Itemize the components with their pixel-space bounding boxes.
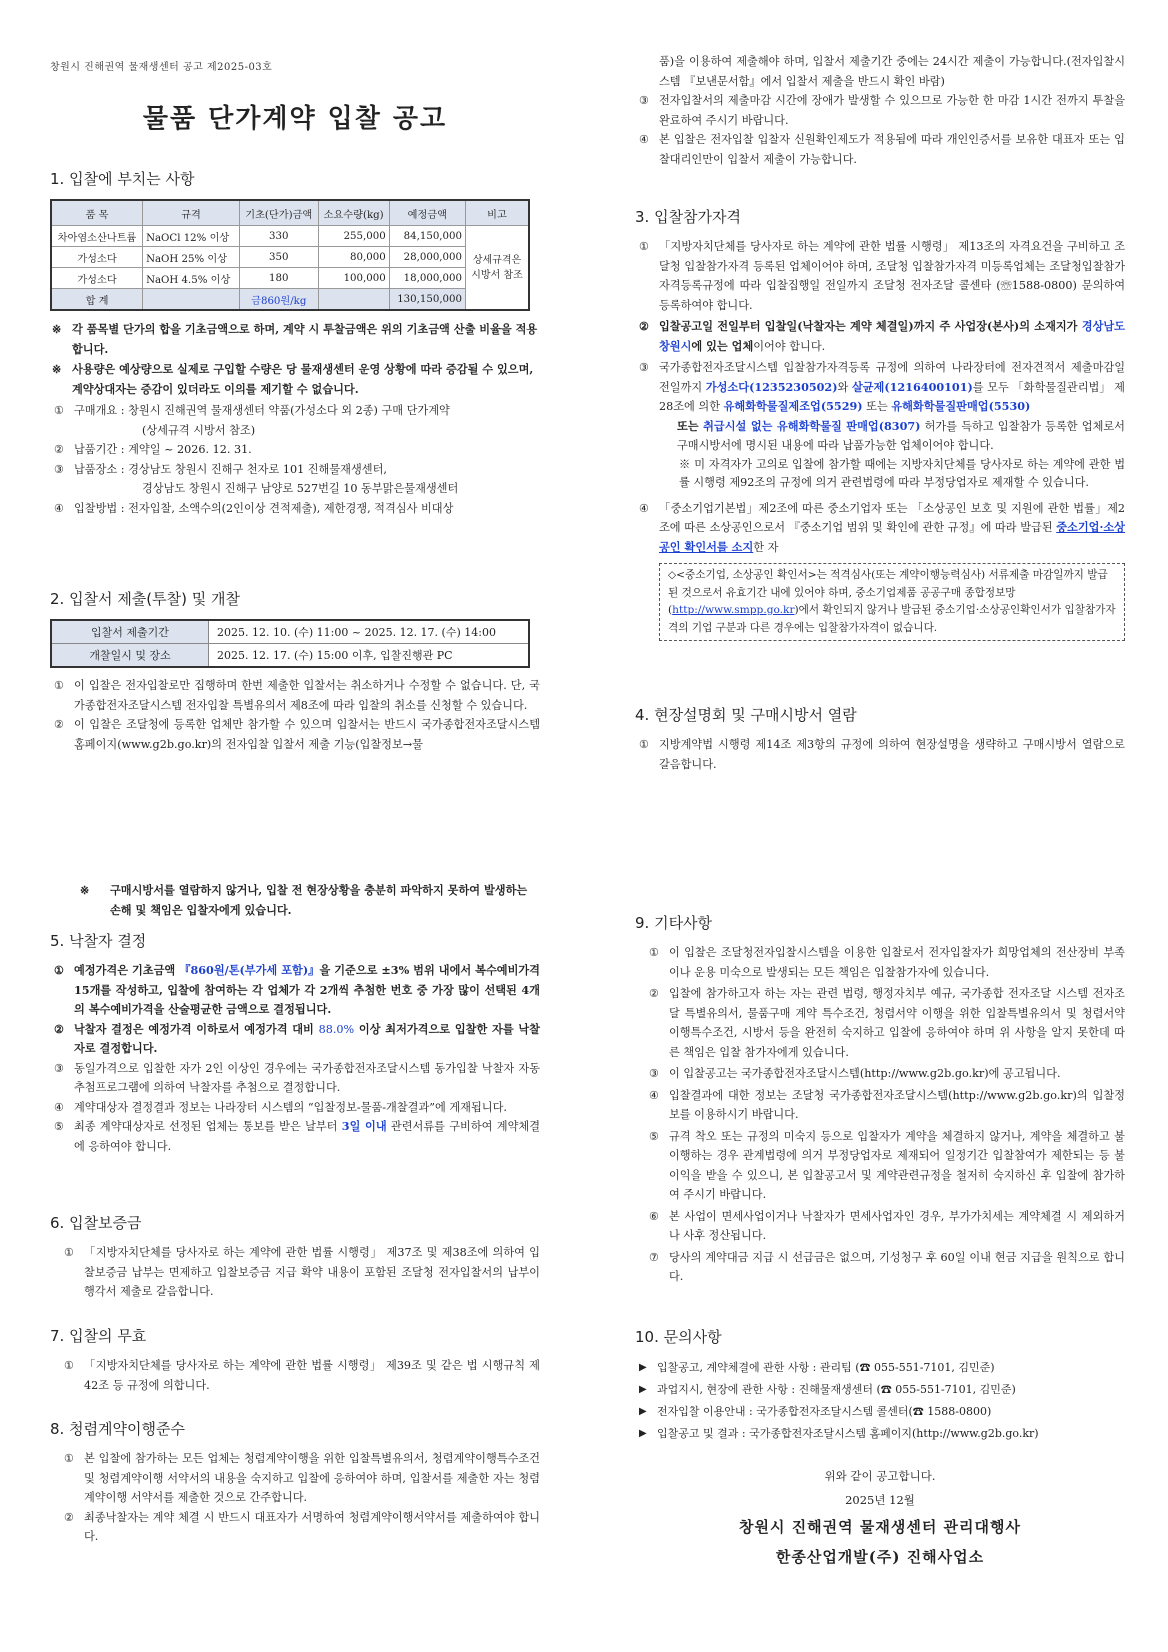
item-text: 입찰결과에 대한 정보는 조달청 국가종합전자조달시스템(http://www.g2b.go.kr)의 입찰정보를 이용하시기 바랍니다. <box>669 1088 1125 1121</box>
cell-total-amount: 130,150,000 <box>389 289 465 311</box>
triangle-bullet-icon: ▶ <box>639 1406 647 1417</box>
item-text: 이상 최저가격으로 입찰한 자를 낙찰자로 결정합니다. <box>74 1021 540 1055</box>
table-row <box>51 620 529 644</box>
smpp-link[interactable]: http://www.smpp.go.kr <box>672 604 795 616</box>
section-3 <box>635 206 1125 641</box>
item-text: 본 입찰에 참가하는 모든 업체는 청렴계약이행을 위한 입찰특별유의서, 청렴계약이행특수조건 및 청렴계약이행 서약서의 내용을 숙지하고 입찰에 응하여야 하며, 입찰서를 제출한 자는 청렴계약이행 서약서를 제출한 것으로 간주합니다. <box>84 1452 540 1504</box>
item-text: 입찰에 참가하고자 하는 자는 관련 법령, 행정자치부 예규, 국가종합 전자조달 시스템 전자조달 특별유의서, 물품구매 계약 특수조건, 청렴서약 이행을 위한 입찰특별유의서 및 청렴서약 이행특수조건, 시방서 등을 완전히 숙지하고 입찰에 응하여야 하며 위 사항을 알지 못한데 따른 책임은 입찰 참가자에게 있습니다. <box>669 987 1125 1059</box>
cell-remark: 상세규격은 시방서 참조 <box>466 226 530 311</box>
cell-amount: 28,000,000 <box>389 247 465 268</box>
item-text: 「지방자치단체를 당사자로 하는 계약에 관한 법률 시행령」 제39조 및 같은 법 시행규칙 제42조 등 규정에 의합니다. <box>84 1359 540 1392</box>
cell-spec: NaOH 25% 이상 <box>143 247 240 268</box>
item-text: 에 있는 업체 <box>691 338 754 353</box>
table-total-row <box>51 289 529 311</box>
item-text: 이 입찰은 조달청전자입찰시스템을 이용한 입찰로서 전자입찰자가 희망업체의 전산장비 부족이나 운용 미숙으로 발생되는 모든 책임은 입찰참가자에 있습니다. <box>669 946 1125 979</box>
reference-mark: ※ <box>80 883 90 897</box>
section-2-continued <box>635 52 1125 169</box>
note-2 <box>50 359 540 399</box>
note-1 <box>50 319 540 359</box>
cell-qty: 255,000 <box>318 226 389 247</box>
item-text: 본 입찰은 전자입찰 입찰자 신원확인제도가 적용됨에 따라 개인인증서를 보유한 대표자 또는 입찰대리인만이 입찰서 제출이 가능합니다. <box>659 133 1125 166</box>
list-item <box>50 479 540 499</box>
contact-list <box>635 1357 1125 1445</box>
section-7 <box>50 1325 540 1395</box>
item-text: 최종 계약대상자로 선정된 업체는 통보를 받은 날부터 <box>74 1120 342 1133</box>
highlight-text: 가성소다(1235230502) <box>705 379 838 394</box>
highlight-text: 88.0% <box>318 1022 355 1036</box>
item-text: 낙찰자 결정은 예정가격 이하로서 예정가격 대비 <box>74 1021 319 1036</box>
cell-amount: 18,000,000 <box>389 268 465 289</box>
highlight-text: 취급시설 없는 유해화학물질 판매업(8307) <box>703 418 921 433</box>
item-text: 납품장소 : 경상남도 창원시 진해구 천자로 101 진해물재생센터, <box>74 462 387 476</box>
schedule-value: 2025. 12. 10. (수) 11:00 ~ 2025. 12. 17. (수) 14:00 <box>209 620 530 644</box>
item-text: 입찰공고, 계약체결에 관한 사항 : 관리팀 (☎ 055-551-7101, 김민준) <box>657 1361 995 1374</box>
list-item: ② 납품기간 : 계약일 ~ 2026. 12. 31. <box>54 443 252 456</box>
section-9 <box>635 912 1125 1287</box>
left-column-top <box>50 58 540 73</box>
cell-amount: 84,150,000 <box>389 226 465 247</box>
closing-org-2: 한종산업개발(주) 진해사업소 <box>775 1548 985 1566</box>
highlight-text: 중소기업·소상공인 확인서를 소지 <box>659 520 1125 554</box>
title-wrap <box>50 98 540 135</box>
section-5-heading: 5. 낙찰자 결정 <box>50 932 147 950</box>
cell-item: 가성소다 <box>51 247 143 268</box>
cell-base: 330 <box>239 226 318 247</box>
closing-date: 2025년 12월 <box>845 1493 915 1507</box>
cell-spec: NaOCl 12% 이상 <box>143 226 240 247</box>
list-item: ⑥ 본 사업이 면세사업이거나 낙찰자가 면세사업자인 경우, 부가가치세는 계약체결 시 제외하거나 사후 정산됩니다. <box>649 1209 1125 1242</box>
cell-total-unit: 금860원/kg <box>239 289 318 311</box>
section-4-heading: 4. 현장설명회 및 구매시방서 열람 <box>635 706 857 724</box>
items-table-header <box>51 200 529 226</box>
list-item: ① 「지방자치단체를 당사자로 하는 계약에 관한 법률 시행령」 제39조 및 같은 법 시행규칙 제42조 등 규정에 의합니다. <box>64 1359 540 1392</box>
triangle-bullet-icon: ▶ <box>639 1384 647 1395</box>
item-text: 또는 <box>677 418 704 433</box>
list-item: ① 「지방자치단체를 당사자로 하는 계약에 관한 법률 시행령」 제37조 및 제38조에 의하여 입찰보증금 납부는 면제하고 입찰보증금 지급 확약 내용이 포함된 조달청 전자입찰서의 납부이행각서 제출로 갈음합니다. <box>64 1246 540 1298</box>
list-item-continued <box>635 417 1125 456</box>
list-item: ⑤ 규격 착오 또는 규정의 미숙지 등으로 입찰자가 계약을 체결하지 않거나, 계약을 체결하고 불이행하는 경우 관계법령에 의거 부정당업자로 제재되어 일정기간 입찰참여가 제한되는 등 불이익을 받을 수 있으니, 본 입찰공고서 및 계약관련규정을 철저히 숙지하신 후 입찰에 참가하여 주시기 바랍니다. <box>649 1129 1125 1201</box>
table-row <box>51 226 529 247</box>
table-row <box>51 644 529 668</box>
reference-mark: ※ <box>52 362 62 376</box>
list-item: ① 「지방자치단체를 당사자로 하는 계약에 관한 법률 시행령」 제13조의 자격요건을 구비하고 조달청 입찰참가자격 등록된 업체이어야 하며, 조달청 입찰참가자격 미등록업체는 조달청입찰참가자격등록규정에 따라 입찰집행일 전일까지 조달청 전자조달 콜센타 (☏1588-0800) 문의하여 등록하여야 합니다. <box>639 240 1125 312</box>
item-text: 지방계약법 시행령 제14조 제3항의 규정에 의하여 현장설명을 생략하고 구매시방서 열람으로 갈음합니다. <box>659 738 1125 771</box>
item-text: 이 입찰은 조달청에 등록한 업체만 참가할 수 있으며 입찰서는 반드시 국가종합전자조달시스템 홈페이지(www.g2b.go.kr)의 전자입찰 입찰서 제출 기능(입찰정보→물 <box>74 718 540 751</box>
list-item <box>635 1423 1125 1445</box>
cell-total-label: 합 계 <box>51 289 143 311</box>
item-text: 본 사업이 면세사업이거나 낙찰자가 면세사업자인 경우, 부가가치세는 계약체결 시 제외하거나 사후 정산됩니다. <box>669 1209 1125 1242</box>
section-4-note <box>50 880 540 920</box>
item-text: 국가종합전자조달시스템 입찰참가자격등록 규정에 의하여 나라장터에 전자견적서 제출마감일 전일까지 <box>659 361 1125 394</box>
closing-line: 위와 같이 공고합니다. <box>824 1469 936 1483</box>
cell-item: 가성소다 <box>51 268 143 289</box>
list-item: ③ 동일가격으로 입찰한 자가 2인 이상인 경우에는 국가종합전자조달시스템 동가입찰 낙찰자 자동추첨프로그램에 의하여 낙찰자를 추첨으로 결정합니다. <box>54 1061 540 1094</box>
item-text: 계약대상자 결정결과 정보는 나라장터 시스템의 “입찰정보-물품-개찰결과”에 게재됩니다. <box>74 1100 507 1114</box>
section-2 <box>50 588 540 754</box>
cell-spec: NaOH 4.5% 이상 <box>143 268 240 289</box>
list-item-continued <box>635 52 1125 91</box>
section-7-items <box>50 1356 540 1395</box>
cell-qty: 80,000 <box>318 247 389 268</box>
list-item: ④ 본 입찰은 전자입찰 입찰자 신원확인제도가 적용됨에 따라 개인인증서를 보유한 대표자 또는 입찰대리인만이 입찰서 제출이 가능합니다. <box>639 133 1125 166</box>
note-1-text: 각 품목별 단가의 합을 기초금액으로 하며, 계약 시 투찰금액은 위의 기초금액 산출 비율을 적용합니다. <box>72 322 538 356</box>
item-text: 당사의 계약대금 지급 시 선급금은 없으며, 기성청구 후 60일 이내 현금 지급을 원칙으로 합니다. <box>669 1250 1125 1283</box>
schedule-value: 2025. 12. 17. (수) 15:00 이후, 입찰진행관 PC <box>209 644 530 668</box>
schedule-table <box>50 619 530 668</box>
th-item: 품 목 <box>51 200 143 226</box>
overview-items <box>50 401 540 518</box>
list-item: ① 구매개요 : 창원시 진해권역 물재생센터 약품(가성소다 외 2종) 구매 단가계약 <box>54 404 450 417</box>
list-item: ⑤ 최종 계약대상자로 선정된 업체는 통보를 받은 날부터 3일 이내 관련서류를 구비하여 계약체결에 응하여야 합니다. <box>54 1119 541 1153</box>
list-item-note <box>635 456 1125 493</box>
item-text: 예정가격은 기초금액 <box>74 963 180 977</box>
section-8-heading: 8. 청렴계약이행준수 <box>50 1420 186 1438</box>
item-text: 관련서류를 구비하여 계약체결에 응하여야 합니다. <box>74 1120 541 1153</box>
th-estimated: 예정금액 <box>389 200 465 226</box>
item-text: 품)을 이용하여 제출해야 하며, 입찰서 제출기간 중에는 24시간 제출이 가능합니다.(전자입찰시스템 『보낸문서함』에서 입찰서 제출을 반드시 확인 바람) <box>659 55 1125 88</box>
list-item: ⑦ 당사의 계약대금 지급 시 선급금은 없으며, 기성청구 후 60일 이내 현금 지급을 원칙으로 합니다. <box>649 1250 1125 1283</box>
list-item <box>50 421 540 441</box>
list-item: ③ 국가종합전자조달시스템 입찰참가자격등록 규정에 의하여 나라장터에 전자견적서 제출마감일 전일까지 가성소다(1235230502)와 살균제(1216400101)를 모두 「화학물질관리법」 제28조에 의한 유해화학물질제조업(5529) 또는 유해화학물질판매업(5530) <box>639 361 1125 413</box>
item-text: 이 입찰은 전자입찰로만 집행하며 한번 제출한 입찰서는 취소하거나 수정할 수 없습니다. 단, 국가종합전자조달시스템 전자입찰 특별유의서 제8조에 따라 입찰의 취소를 신청할 수 있습니다. <box>74 679 540 712</box>
item-text: 이 입찰공고는 국가종합전자조달시스템(http://www.g2b.go.kr)에 공고됩니다. <box>669 1067 1061 1080</box>
section-5 <box>50 930 540 1156</box>
cell-qty: 100,000 <box>318 268 389 289</box>
section-9-items <box>635 943 1125 1287</box>
note-2-text: 사용량은 예상량으로 실제로 구입할 수량은 당 물재생센터 운영 상황에 따라 증감될 수 있으며, 계약상대자는 증감이 있더라도 이의를 제기할 수 없습니다. <box>72 362 534 396</box>
item-text: 「지방자치단체를 당사자로 하는 계약에 관한 법률 시행령」 제37조 및 제38조에 의하여 입찰보증금 납부는 면제하고 입찰보증금 지급 확약 내용이 포함된 조달청 전자입찰서의 납부이행각서 제출로 갈음합니다. <box>84 1246 540 1298</box>
list-item: ④ 계약대상자 결정결과 정보는 나라장터 시스템의 “입찰정보-물품-개찰결과”에 게재됩니다. <box>54 1100 507 1114</box>
section-8 <box>50 1418 540 1547</box>
highlight-text: 『860원/톤(부가세 포함)』 <box>179 963 320 977</box>
sme-certificate-box <box>659 563 1125 641</box>
section-7-heading: 7. 입찰의 무효 <box>50 1327 147 1345</box>
section-10 <box>635 1326 1125 1445</box>
document-title: 물품 단가계약 입찰 공고 <box>142 104 448 134</box>
section-1 <box>50 168 540 518</box>
item-text: 경상남도 창원시 진해구 남양로 527번길 10 동부맑은물재생센터 <box>142 482 459 495</box>
th-base-price: 기초(단가)금액 <box>239 200 318 226</box>
item-text: 전자입찰 이용안내 : 국가종합전자조달시스템 콜센터(☎ 1588-0800) <box>657 1405 992 1418</box>
closing <box>635 1464 1125 1572</box>
item-text: 「지방자치단체를 당사자로 하는 계약에 관한 법률 시행령」 제13조의 자격요건을 구비하고 조달청 입찰참가자격 등록된 업체이어야 하며, 조달청 입찰참가자격 미등록업체는 조달청입찰참가자격등록규정에 따라 입찰집행일 전일까지 조달청 전자조달 콜센타 (☏1588-0800) 문의하여 등록하여야 합니다. <box>659 240 1125 312</box>
note-text: 구매시방서를 열람하지 않거나, 입찰 전 현장상황을 충분히 파악하지 못하여 발생하는 손해 및 책임은 입찰자에게 있습니다. <box>110 883 528 917</box>
cell-base: 180 <box>239 268 318 289</box>
list-item: ① 이 입찰은 조달청전자입찰시스템을 이용한 입찰로서 전자입찰자가 희망업체의 전산장비 부족이나 운용 미숙으로 발생되는 모든 책임은 입찰참가자에 있습니다. <box>649 946 1125 979</box>
list-item: ① 예정가격은 기초금액 『860원/톤(부가세 포함)』을 기준으로 ±3% 범위 내에서 복수예비가격 15개를 작성하고, 입찰에 참여하는 각 업체가 각 2개씩 추첨한 번호 중 가장 많이 선택된 4개의 복수예비가격을 산술평균한 금액으로 결정됩니다. <box>54 963 540 1016</box>
th-remark: 비고 <box>466 200 530 226</box>
section-2-items <box>50 676 540 754</box>
highlight-text: 유해화학물질판매업(5530) <box>891 399 1031 413</box>
item-text: 납품기간 : 계약일 ~ 2026. 12. 31. <box>74 443 252 456</box>
highlight-text: 경상남도 창원시 <box>659 319 1125 353</box>
list-item: ④ 입찰결과에 대한 정보는 조달청 국가종합전자조달시스템(http://www.g2b.go.kr)의 입찰정보를 이용하시기 바랍니다. <box>649 1088 1125 1121</box>
item-text: 입찰공고 및 결과 : 국가종합전자조달시스템 홈페이지(http://www.g2b.go.kr) <box>657 1427 1039 1440</box>
item-text: 를 모두 「화학물질관리법」 제28조에 의한 <box>659 380 1125 413</box>
list-item: ② 최종낙찰자는 계약 체결 시 반드시 대표자가 서명하여 청렴계약이행서약서를 제출하여야 합니다. <box>64 1510 540 1543</box>
section-4-items <box>635 735 1125 774</box>
section-5-items <box>50 961 540 1156</box>
note-inspection <box>50 880 540 920</box>
item-text: ※ 미 자격자가 고의로 입찰에 참가할 때에는 지방자치단체를 당사자로 하는 계약에 관한 법률 시행령 제92조의 규정에 의거 관련법령에 따라 부정당업자로 제재할 수 있습니다. <box>679 457 1125 489</box>
table-row <box>51 247 529 268</box>
item-text: 과업지시, 현장에 관한 사항 : 진해물재생센터 (☎ 055-551-7101, 김민준) <box>657 1383 1016 1396</box>
notice-number: 창원시 진해권역 물재생센터 공고 제2025-03호 <box>50 62 273 73</box>
item-text: 와 <box>837 380 852 394</box>
reference-mark: ※ <box>52 322 62 336</box>
item-text: (상세규격 시방서 참조) <box>142 423 256 437</box>
list-item <box>635 1401 1125 1423</box>
list-item: ① 이 입찰은 전자입찰로만 집행하며 한번 제출한 입찰서는 취소하거나 수정할 수 없습니다. 단, 국가종합전자조달시스템 전자입찰 특별유의서 제8조에 따라 입찰의 취소를 신청할 수 있습니다. <box>54 679 540 712</box>
notes-block <box>50 319 540 399</box>
cell-empty <box>318 289 389 311</box>
item-text: 입찰방법 : 전자입찰, 소액수의(2인이상 견적제출), 제한경쟁, 적격심사 비대상 <box>74 501 454 515</box>
list-item: ③ 이 입찰공고는 국가종합전자조달시스템(http://www.g2b.go.kr)에 공고됩니다. <box>649 1067 1061 1080</box>
list-item: ② 입찰공고일 전일부터 입찰일(낙찰자는 계약 체결일)까지 주 사업장(본사)의 소재지가 경상남도 창원시에 있는 업체이어야 합니다. <box>639 319 1125 353</box>
item-text: 전자입찰서의 제출마감 시간에 장애가 발생할 수 있으므로 가능한 한 마감 1시간 전까지 투찰을 완료하여 주시기 바랍니다. <box>659 94 1125 127</box>
item-text: 입찰공고일 전일부터 입찰일(낙찰자는 계약 체결일)까지 주 사업장(본사)의 소재지가 <box>659 319 1082 333</box>
list-item: ② 이 입찰은 조달청에 등록한 업체만 참가할 수 있으며 입찰서는 반드시 국가종합전자조달시스템 홈페이지(www.g2b.go.kr)의 전자입찰 입찰서 제출 기능(입찰정보→물 <box>54 718 540 751</box>
item-text: 이어야 합니다. <box>753 339 826 353</box>
section-3-items <box>635 237 1125 641</box>
highlight-text: 유해화학물질제조업(5529) <box>723 399 863 413</box>
closing-org-1: 창원시 진해권역 물재생센터 관리대행사 <box>739 1518 1021 1536</box>
triangle-bullet-icon: ▶ <box>639 1362 647 1373</box>
schedule-label: 개찰일시 및 장소 <box>51 644 209 668</box>
list-item: ② 입찰에 참가하고자 하는 자는 관련 법령, 행정자치부 예규, 국가종합 전자조달 시스템 전자조달 특별유의서, 물품구매 계약 특수조건, 청렴서약 이행을 위한 입찰특별유의서 및 청렴서약 이행특수조건, 시방서 등을 완전히 숙지하고 입찰에 응하여야 하며 위 사항을 알지 못한데 따른 책임은 입찰 참가자에게 있습니다. <box>649 987 1125 1059</box>
list-item: ④ 입찰방법 : 전자입찰, 소액수의(2인이상 견적제출), 제한경쟁, 적격심사 비대상 <box>54 501 454 515</box>
section-4 <box>635 704 1125 774</box>
section-3-heading: 3. 입찰참가자격 <box>635 208 742 226</box>
item-text: 한 자 <box>753 540 779 554</box>
section-6 <box>50 1212 540 1302</box>
section-2-heading: 2. 입찰서 제출(투찰) 및 개찰 <box>50 590 240 608</box>
cell-empty <box>143 289 240 311</box>
list-item: ③ 납품장소 : 경상남도 창원시 진해구 천자로 101 진해물재생센터, <box>54 462 387 476</box>
list-item <box>635 1379 1125 1401</box>
items-table <box>50 199 530 311</box>
list-item: ② 낙찰자 결정은 예정가격 이하로서 예정가격 대비 88.0% 이상 최저가격으로 입찰한 자를 낙찰자로 결정합니다. <box>54 1021 540 1055</box>
triangle-bullet-icon: ▶ <box>639 1428 647 1439</box>
item-text: 규격 착오 또는 규정의 미숙지 등으로 입찰자가 계약을 체결하지 않거나, 계약을 체결하고 불이행하는 경우 관계법령에 의거 부정당업자로 제재되어 일정기간 입찰참여가 제한되는 등 불이익을 받을 수 있으니, 본 입찰공고서 및 계약관련규정을 철저히 숙지하신 후 입찰에 참가하여 주시기 바랍니다. <box>669 1129 1125 1201</box>
list-item: ① 본 입찰에 참가하는 모든 업체는 청렴계약이행을 위한 입찰특별유의서, 청렴계약이행특수조건 및 청렴계약이행 서약서의 내용을 숙지하고 입찰에 응하여야 하며, 입찰서를 제출한 자는 청렴계약이행 서약서를 제출한 것으로 간주합니다. <box>64 1452 540 1504</box>
section-6-heading: 6. 입찰보증금 <box>50 1214 142 1232</box>
th-quantity: 소요수량(kg) <box>318 200 389 226</box>
schedule-label: 입찰서 제출기간 <box>51 620 209 644</box>
th-spec: 규격 <box>143 200 240 226</box>
list-item <box>635 1357 1125 1379</box>
item-text: 최종낙찰자는 계약 체결 시 반드시 대표자가 서명하여 청렴계약이행서약서를 제출하여야 합니다. <box>84 1510 540 1543</box>
highlight-text: 3일 이내 <box>341 1119 387 1133</box>
item-text: 「중소기업기본법」제2조에 따른 중소기업자 또는 「소상공인 보호 및 지원에 관한 법률」제2조에 따른 소상공인으로서 『중소기업 범위 및 확인에 관한 규정』에 따라 발급된 <box>659 501 1125 534</box>
list-item: ③ 전자입찰서의 제출마감 시간에 장애가 발생할 수 있으므로 가능한 한 마감 1시간 전까지 투찰을 완료하여 주시기 바랍니다. <box>639 94 1125 127</box>
item-text: 동일가격으로 입찰한 자가 2인 이상인 경우에는 국가종합전자조달시스템 동가입찰 낙찰자 자동추첨프로그램에 의하여 낙찰자를 추첨으로 결정합니다. <box>74 1061 540 1094</box>
box-text: )에서 확인되지 않거나 발급된 중소기업·소상공인확인서가 입찰참가자격의 기업 구분과 다른 경우에는 입찰참가자격이 없습니다. <box>668 604 1116 634</box>
section-8-items <box>50 1449 540 1547</box>
item-text: 허가를 득하고 입찰참가 등록한 업체로서 구매시방서에 명시된 내용에 따라 납품가능한 업체이어야 합니다. <box>677 419 1125 452</box>
highlight-text: 살균제(1216400101) <box>851 379 973 394</box>
list-item: ④ 「중소기업기본법」제2조에 따른 중소기업자 또는 「소상공인 보호 및 지원에 관한 법률」제2조에 따른 소상공인으로서 『중소기업 범위 및 확인에 관한 규정』에 따라 발급된 중소기업·소상공인 확인서를 소지한 자 <box>639 501 1125 554</box>
list-item: ① 지방계약법 시행령 제14조 제3항의 규정에 의하여 현장설명을 생략하고 구매시방서 열람으로 갈음합니다. <box>639 738 1125 771</box>
section-1-heading: 1. 입찰에 부치는 사항 <box>50 170 195 188</box>
section-6-items <box>50 1243 540 1302</box>
table-row <box>51 268 529 289</box>
item-text: 또는 <box>862 400 892 413</box>
cell-item: 차아염소산나트륨 <box>51 226 143 247</box>
box-text: ◇<중소기업, 소상공인 확인서>는 적격심사(또는 계약이행능력심사) 서류제출 마감일까지 발급된 것으로서 유효기간 내에 있어야 하며, 중소기업제품 공공구매 종합정보망( <box>668 569 1108 616</box>
section-9-heading: 9. 기타사항 <box>635 914 713 932</box>
item-text: 을 기준으로 ±3% 범위 내에서 복수예비가격 15개를 작성하고, 입찰에 참여하는 각 업체가 각 2개씩 추첨한 번호 중 가장 많이 선택된 4개의 복수예비가격을 산술평균한 금액으로 결정됩니다. <box>74 963 540 1016</box>
item-text: 구매개요 : 창원시 진해권역 물재생센터 약품(가성소다 외 2종) 구매 단가계약 <box>74 404 450 417</box>
cell-base: 350 <box>239 247 318 268</box>
section-10-heading: 10. 문의사항 <box>635 1328 722 1346</box>
